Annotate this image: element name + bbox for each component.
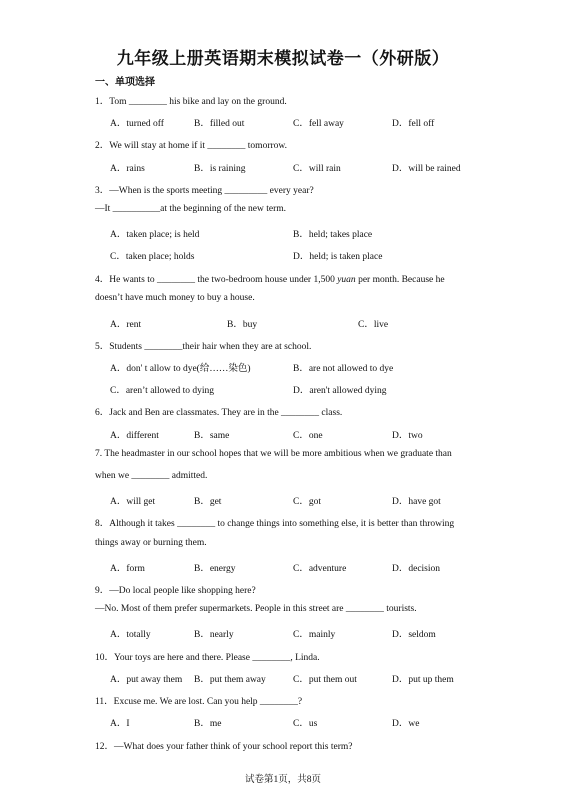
option-c: C．put them out <box>293 675 357 685</box>
option-d: D．decision <box>392 564 441 574</box>
page-footer: 试卷第1页，共8页 <box>244 775 321 785</box>
option-d: D．have got <box>392 497 441 507</box>
options-row <box>0 493 566 507</box>
option-a: A．totally <box>110 630 151 640</box>
option-c: C．taken place; holds <box>110 252 195 262</box>
question-stem: 12．—What does your father think of your school report this term? <box>95 742 353 752</box>
option-b: B．held; takes place <box>293 230 373 240</box>
options-row <box>0 560 566 574</box>
options-row <box>0 115 566 129</box>
question-stem: 3．—When is the sports meeting _________ every year? <box>95 186 314 196</box>
option-b: B．is raining <box>194 164 246 174</box>
options-row <box>0 626 566 640</box>
option-b: B．nearly <box>194 630 234 640</box>
option-a: A．different <box>110 431 159 441</box>
question-stem: things away or burning them. <box>95 538 207 548</box>
option-c: C．got <box>293 497 321 507</box>
option-d: D．will be rained <box>392 164 461 174</box>
question-stem: 10．Your toys are here and there. Please ________, Linda. <box>95 653 320 663</box>
option-d: D．two <box>392 431 423 441</box>
option-b: B．are not allowed to dye <box>293 364 394 374</box>
question-stem: —No. Most of them prefer supermarkets. People in this street are ________ tourists. <box>95 604 417 614</box>
option-a: A．will get <box>110 497 156 507</box>
options-row <box>0 316 566 330</box>
options-row <box>0 160 566 174</box>
option-a: A．don' t allow to dye(给……染色) <box>110 364 251 374</box>
options-row <box>0 382 566 396</box>
option-a: A．rains <box>110 164 145 174</box>
option-d: D．put up them <box>392 675 454 685</box>
question-stem: 6．Jack and Ben are classmates. They are in the ________ class. <box>95 408 343 418</box>
option-c: C．one <box>293 431 323 441</box>
option-a: A．put away them <box>110 675 183 685</box>
option-b: B．me <box>194 719 222 729</box>
option-d: D．we <box>392 719 420 729</box>
option-a: A．taken place; is held <box>110 230 200 240</box>
option-c: C．aren’t allowed to dying <box>110 386 215 396</box>
option-d: D．seldom <box>392 630 436 640</box>
option-b: B．energy <box>194 564 236 574</box>
page-title: 九年级上册英语期末模拟试卷一（外研版） <box>116 49 450 69</box>
option-a: A．form <box>110 564 145 574</box>
options-row <box>0 248 566 262</box>
option-b: B．put them away <box>194 675 266 685</box>
option-a: A．rent <box>110 320 142 330</box>
question-stem: doesn’t have much money to buy a house. <box>95 293 255 303</box>
option-d: D．held; is taken place <box>293 252 383 262</box>
option-b: B．get <box>194 497 222 507</box>
option-c: C．adventure <box>293 564 347 574</box>
question-stem: 7. The headmaster in our school hopes that we will be more ambitious when we graduate than <box>95 449 452 459</box>
stem-text: per month. Because he <box>355 275 445 285</box>
stem-text: 4．He wants to ________ the two-bedroom house under 1,500 <box>95 275 338 285</box>
question-stem: —It __________at the beginning of the new term. <box>95 204 287 214</box>
options-row <box>0 226 566 240</box>
question-stem: 11．Excuse me. We are lost. Can you help ________? <box>95 697 303 707</box>
option-d: D．fell off <box>392 119 435 129</box>
question-stem: 2．We will stay at home if it ________ tomorrow. <box>95 141 288 151</box>
stem-italic-word: yuan <box>337 275 356 285</box>
option-c: C．fell away <box>293 119 344 129</box>
options-row <box>0 427 566 441</box>
option-b: B．same <box>194 431 230 441</box>
options-row <box>0 671 566 685</box>
question-stem <box>95 271 445 285</box>
question-stem: 5．Students ________their hair when they are at school. <box>95 342 312 352</box>
option-a: A．I <box>110 719 130 729</box>
option-c: C．mainly <box>293 630 336 640</box>
question-stem: 8．Although it takes ________ to change things into something else, it is better than throwing <box>95 519 455 529</box>
question-stem: when we ________ admitted. <box>95 471 208 481</box>
section-heading: 一、单项选择 <box>95 77 155 88</box>
option-a: A．turned off <box>110 119 164 129</box>
option-b: B．filled out <box>194 119 245 129</box>
option-c: C．live <box>358 320 389 330</box>
option-c: C．will rain <box>293 164 341 174</box>
question-stem: 9．—Do local people like shopping here? <box>95 586 256 596</box>
option-c: C．us <box>293 719 318 729</box>
options-row <box>0 360 566 374</box>
options-row <box>0 715 566 729</box>
option-d: D．aren't allowed dying <box>293 386 387 396</box>
question-stem: 1．Tom ________ his bike and lay on the ground. <box>95 97 287 107</box>
option-b: B．buy <box>227 320 258 330</box>
